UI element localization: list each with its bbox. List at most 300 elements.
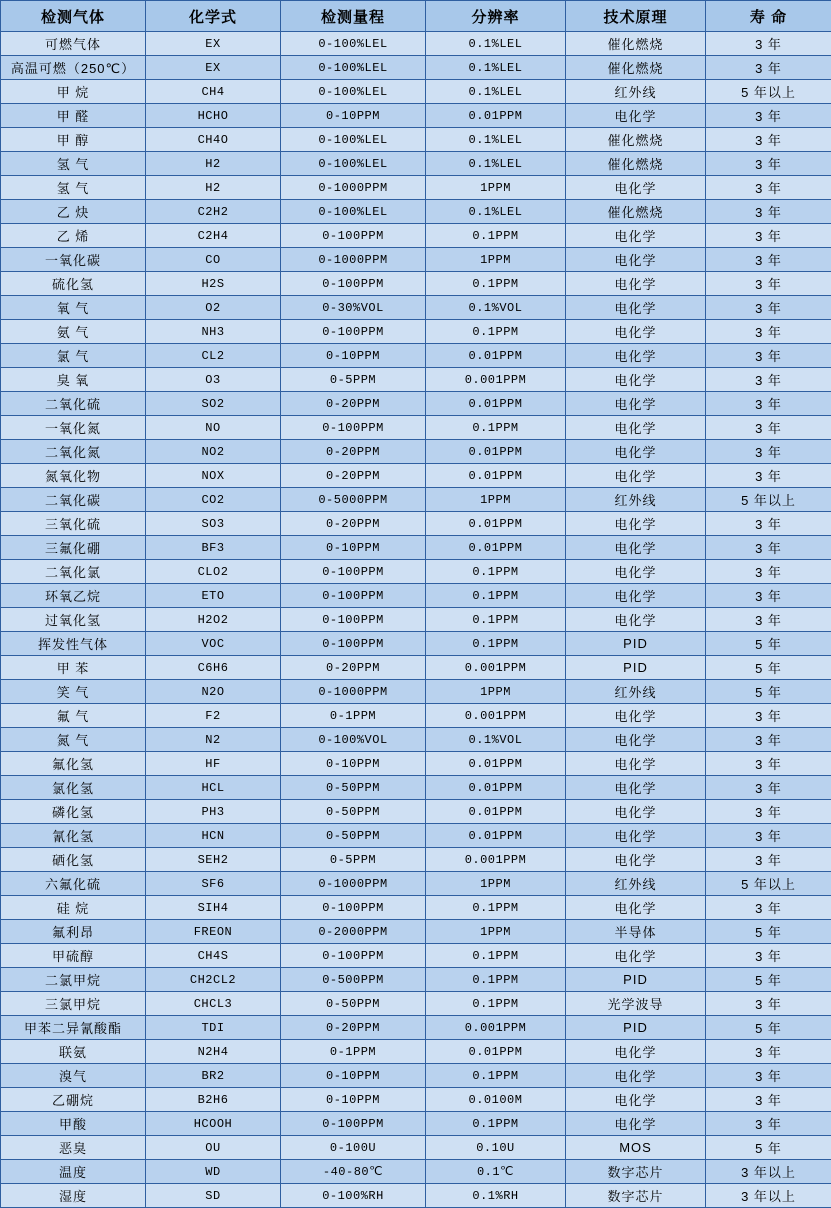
table-body bbox=[1, 32, 831, 1208]
cell-resolution: 1PPM bbox=[426, 680, 566, 704]
cell-principle: 红外线 bbox=[566, 488, 706, 512]
cell-range: 0-50PPM bbox=[281, 800, 426, 824]
cell-principle: 电化学 bbox=[566, 104, 706, 128]
cell-range: 0-1000PPM bbox=[281, 176, 426, 200]
cell-resolution: 0.01PPM bbox=[426, 104, 566, 128]
cell-range: 0-1000PPM bbox=[281, 872, 426, 896]
cell-principle: 电化学 bbox=[566, 824, 706, 848]
cell-principle: MOS bbox=[566, 1136, 706, 1160]
table-row bbox=[1, 392, 831, 416]
cell-range: 0-100U bbox=[281, 1136, 426, 1160]
cell-formula: NO bbox=[146, 416, 281, 440]
cell-resolution: 0.1%LEL bbox=[426, 128, 566, 152]
cell-gas: 挥发性气体 bbox=[1, 632, 146, 656]
cell-principle: 数字芯片 bbox=[566, 1184, 706, 1208]
cell-lifetime: 3 年 bbox=[706, 152, 831, 176]
cell-range: 0-20PPM bbox=[281, 512, 426, 536]
cell-lifetime: 3 年 bbox=[706, 248, 831, 272]
cell-lifetime: 3 年 bbox=[706, 728, 831, 752]
cell-range: 0-10PPM bbox=[281, 752, 426, 776]
cell-formula: BR2 bbox=[146, 1064, 281, 1088]
cell-principle: 电化学 bbox=[566, 1112, 706, 1136]
cell-formula: OU bbox=[146, 1136, 281, 1160]
cell-resolution: 0.01PPM bbox=[426, 776, 566, 800]
column-header-lifetime: 寿 命 bbox=[706, 1, 831, 32]
cell-range: 0-100%LEL bbox=[281, 32, 426, 56]
cell-range: 0-50PPM bbox=[281, 776, 426, 800]
cell-range: 0-100PPM bbox=[281, 224, 426, 248]
cell-resolution: 0.1PPM bbox=[426, 992, 566, 1016]
cell-range: 0-10PPM bbox=[281, 1064, 426, 1088]
cell-resolution: 0.01PPM bbox=[426, 800, 566, 824]
cell-lifetime: 5 年以上 bbox=[706, 872, 831, 896]
cell-principle: 催化燃烧 bbox=[566, 56, 706, 80]
table-row bbox=[1, 1112, 831, 1136]
cell-formula: SO3 bbox=[146, 512, 281, 536]
cell-gas: 甲 醛 bbox=[1, 104, 146, 128]
cell-principle: 电化学 bbox=[566, 608, 706, 632]
cell-lifetime: 3 年 bbox=[706, 368, 831, 392]
cell-gas: 氮氧化物 bbox=[1, 464, 146, 488]
cell-range: 0-100%LEL bbox=[281, 80, 426, 104]
cell-formula: HF bbox=[146, 752, 281, 776]
cell-formula: C2H2 bbox=[146, 200, 281, 224]
cell-gas: 氟化氢 bbox=[1, 752, 146, 776]
cell-formula: VOC bbox=[146, 632, 281, 656]
table-row bbox=[1, 56, 831, 80]
cell-formula: SF6 bbox=[146, 872, 281, 896]
cell-formula: CH2CL2 bbox=[146, 968, 281, 992]
cell-lifetime: 3 年 bbox=[706, 776, 831, 800]
cell-principle: PID bbox=[566, 656, 706, 680]
cell-gas: 笑 气 bbox=[1, 680, 146, 704]
cell-formula: CH4 bbox=[146, 80, 281, 104]
cell-lifetime: 3 年 bbox=[706, 1088, 831, 1112]
cell-principle: 电化学 bbox=[566, 248, 706, 272]
cell-formula: CLO2 bbox=[146, 560, 281, 584]
cell-principle: 电化学 bbox=[566, 944, 706, 968]
cell-lifetime: 3 年 bbox=[706, 560, 831, 584]
cell-gas: 溴气 bbox=[1, 1064, 146, 1088]
cell-range: 0-5PPM bbox=[281, 848, 426, 872]
cell-range: 0-100%RH bbox=[281, 1184, 426, 1208]
table-row bbox=[1, 296, 831, 320]
cell-resolution: 0.1PPM bbox=[426, 968, 566, 992]
cell-lifetime: 3 年 bbox=[706, 296, 831, 320]
cell-principle: 电化学 bbox=[566, 320, 706, 344]
table-row bbox=[1, 128, 831, 152]
cell-formula: HCN bbox=[146, 824, 281, 848]
cell-gas: 三氯甲烷 bbox=[1, 992, 146, 1016]
cell-resolution: 0.1PPM bbox=[426, 584, 566, 608]
cell-lifetime: 3 年以上 bbox=[706, 1184, 831, 1208]
cell-range: 0-5PPM bbox=[281, 368, 426, 392]
cell-lifetime: 5 年以上 bbox=[706, 80, 831, 104]
table-row bbox=[1, 608, 831, 632]
table-row bbox=[1, 1088, 831, 1112]
cell-gas: 甲酸 bbox=[1, 1112, 146, 1136]
cell-lifetime: 3 年 bbox=[706, 1112, 831, 1136]
cell-gas: 可燃气体 bbox=[1, 32, 146, 56]
cell-formula: EX bbox=[146, 32, 281, 56]
table-row bbox=[1, 1016, 831, 1040]
cell-gas: 硅 烷 bbox=[1, 896, 146, 920]
cell-resolution: 0.01PPM bbox=[426, 752, 566, 776]
table-row bbox=[1, 1064, 831, 1088]
cell-lifetime: 3 年 bbox=[706, 128, 831, 152]
cell-range: 0-100%LEL bbox=[281, 200, 426, 224]
cell-resolution: 1PPM bbox=[426, 248, 566, 272]
table-row bbox=[1, 344, 831, 368]
cell-principle: 催化燃烧 bbox=[566, 128, 706, 152]
cell-range: 0-100%LEL bbox=[281, 56, 426, 80]
cell-lifetime: 3 年 bbox=[706, 896, 831, 920]
cell-principle: PID bbox=[566, 632, 706, 656]
cell-gas: 氰化氢 bbox=[1, 824, 146, 848]
cell-resolution: 1PPM bbox=[426, 176, 566, 200]
cell-lifetime: 3 年 bbox=[706, 800, 831, 824]
cell-range: 0-5000PPM bbox=[281, 488, 426, 512]
cell-gas: 氢 气 bbox=[1, 152, 146, 176]
table-row bbox=[1, 704, 831, 728]
cell-lifetime: 3 年 bbox=[706, 320, 831, 344]
cell-resolution: 0.1PPM bbox=[426, 224, 566, 248]
cell-resolution: 0.1PPM bbox=[426, 608, 566, 632]
cell-resolution: 1PPM bbox=[426, 488, 566, 512]
table-row bbox=[1, 464, 831, 488]
cell-resolution: 0.001PPM bbox=[426, 704, 566, 728]
cell-formula: CL2 bbox=[146, 344, 281, 368]
cell-gas: 高温可燃（250℃） bbox=[1, 56, 146, 80]
cell-lifetime: 5 年 bbox=[706, 656, 831, 680]
cell-range: 0-100PPM bbox=[281, 608, 426, 632]
table-row bbox=[1, 896, 831, 920]
cell-range: 0-100PPM bbox=[281, 944, 426, 968]
table-row bbox=[1, 680, 831, 704]
cell-gas: 二氧化氮 bbox=[1, 440, 146, 464]
cell-gas: 硫化氢 bbox=[1, 272, 146, 296]
cell-gas: 甲 醇 bbox=[1, 128, 146, 152]
cell-range: 0-10PPM bbox=[281, 104, 426, 128]
cell-gas: 甲 烷 bbox=[1, 80, 146, 104]
cell-range: 0-20PPM bbox=[281, 656, 426, 680]
cell-gas: 三氟化硼 bbox=[1, 536, 146, 560]
cell-gas: 湿度 bbox=[1, 1184, 146, 1208]
cell-resolution: 1PPM bbox=[426, 920, 566, 944]
cell-principle: 电化学 bbox=[566, 560, 706, 584]
cell-lifetime: 3 年 bbox=[706, 440, 831, 464]
cell-gas: 氟利昂 bbox=[1, 920, 146, 944]
cell-resolution: 0.01PPM bbox=[426, 824, 566, 848]
cell-resolution: 1PPM bbox=[426, 872, 566, 896]
cell-formula: HCOOH bbox=[146, 1112, 281, 1136]
table-row bbox=[1, 272, 831, 296]
cell-lifetime: 3 年 bbox=[706, 584, 831, 608]
cell-resolution: 0.1%RH bbox=[426, 1184, 566, 1208]
cell-lifetime: 3 年 bbox=[706, 752, 831, 776]
table-row bbox=[1, 488, 831, 512]
table-row bbox=[1, 512, 831, 536]
cell-range: 0-10PPM bbox=[281, 536, 426, 560]
cell-principle: 红外线 bbox=[566, 680, 706, 704]
table-row bbox=[1, 584, 831, 608]
cell-lifetime: 3 年 bbox=[706, 224, 831, 248]
cell-lifetime: 5 年 bbox=[706, 1016, 831, 1040]
cell-principle: 电化学 bbox=[566, 176, 706, 200]
cell-principle: 电化学 bbox=[566, 752, 706, 776]
cell-lifetime: 3 年 bbox=[706, 512, 831, 536]
cell-range: 0-100PPM bbox=[281, 1112, 426, 1136]
cell-formula: N2 bbox=[146, 728, 281, 752]
cell-resolution: 0.1%LEL bbox=[426, 32, 566, 56]
cell-principle: 电化学 bbox=[566, 1088, 706, 1112]
cell-principle: 电化学 bbox=[566, 536, 706, 560]
cell-resolution: 0.1PPM bbox=[426, 272, 566, 296]
cell-resolution: 0.001PPM bbox=[426, 848, 566, 872]
cell-principle: 电化学 bbox=[566, 392, 706, 416]
cell-principle: PID bbox=[566, 1016, 706, 1040]
cell-range: 0-100%LEL bbox=[281, 128, 426, 152]
table-row bbox=[1, 872, 831, 896]
cell-gas: 过氧化氢 bbox=[1, 608, 146, 632]
cell-gas: 氮 气 bbox=[1, 728, 146, 752]
cell-lifetime: 5 年 bbox=[706, 1136, 831, 1160]
cell-lifetime: 3 年 bbox=[706, 704, 831, 728]
column-header-range: 检测量程 bbox=[281, 1, 426, 32]
cell-principle: 电化学 bbox=[566, 776, 706, 800]
cell-lifetime: 3 年 bbox=[706, 1040, 831, 1064]
cell-resolution: 0.01PPM bbox=[426, 392, 566, 416]
cell-formula: CH4S bbox=[146, 944, 281, 968]
cell-range: 0-50PPM bbox=[281, 824, 426, 848]
cell-lifetime: 5 年 bbox=[706, 680, 831, 704]
cell-gas: 硒化氢 bbox=[1, 848, 146, 872]
cell-formula: C6H6 bbox=[146, 656, 281, 680]
cell-resolution: 0.1PPM bbox=[426, 320, 566, 344]
cell-gas: 二氧化碳 bbox=[1, 488, 146, 512]
table-row bbox=[1, 200, 831, 224]
table-row bbox=[1, 776, 831, 800]
cell-principle: 电化学 bbox=[566, 344, 706, 368]
table-row bbox=[1, 560, 831, 584]
cell-formula: HCHO bbox=[146, 104, 281, 128]
cell-lifetime: 3 年 bbox=[706, 992, 831, 1016]
cell-principle: 电化学 bbox=[566, 896, 706, 920]
cell-formula: H2 bbox=[146, 152, 281, 176]
cell-gas: 恶臭 bbox=[1, 1136, 146, 1160]
table-row bbox=[1, 1136, 831, 1160]
cell-formula: PH3 bbox=[146, 800, 281, 824]
cell-resolution: 0.1PPM bbox=[426, 1064, 566, 1088]
cell-principle: 电化学 bbox=[566, 848, 706, 872]
cell-range: 0-100PPM bbox=[281, 632, 426, 656]
cell-range: 0-1PPM bbox=[281, 704, 426, 728]
cell-principle: 电化学 bbox=[566, 296, 706, 320]
table-row bbox=[1, 968, 831, 992]
cell-formula: CO2 bbox=[146, 488, 281, 512]
table-row bbox=[1, 440, 831, 464]
cell-gas: 乙 烯 bbox=[1, 224, 146, 248]
table-row bbox=[1, 536, 831, 560]
cell-gas: 一氧化氮 bbox=[1, 416, 146, 440]
cell-gas: 二氧化氯 bbox=[1, 560, 146, 584]
cell-gas: 环氧乙烷 bbox=[1, 584, 146, 608]
cell-resolution: 0.1PPM bbox=[426, 632, 566, 656]
cell-range: 0-30%VOL bbox=[281, 296, 426, 320]
cell-principle: 电化学 bbox=[566, 1040, 706, 1064]
cell-gas: 联氨 bbox=[1, 1040, 146, 1064]
cell-gas: 乙硼烷 bbox=[1, 1088, 146, 1112]
cell-resolution: 0.1℃ bbox=[426, 1160, 566, 1184]
cell-range: 0-100PPM bbox=[281, 272, 426, 296]
cell-range: 0-100%LEL bbox=[281, 152, 426, 176]
cell-principle: 电化学 bbox=[566, 416, 706, 440]
cell-range: 0-100%VOL bbox=[281, 728, 426, 752]
cell-formula: BF3 bbox=[146, 536, 281, 560]
cell-range: 0-20PPM bbox=[281, 1016, 426, 1040]
cell-range: 0-100PPM bbox=[281, 320, 426, 344]
cell-formula: HCL bbox=[146, 776, 281, 800]
cell-lifetime: 3 年 bbox=[706, 272, 831, 296]
cell-range: 0-1000PPM bbox=[281, 248, 426, 272]
table-row bbox=[1, 80, 831, 104]
cell-resolution: 0.001PPM bbox=[426, 368, 566, 392]
table-row bbox=[1, 920, 831, 944]
cell-range: 0-100PPM bbox=[281, 584, 426, 608]
cell-resolution: 0.1PPM bbox=[426, 896, 566, 920]
cell-principle: 催化燃烧 bbox=[566, 32, 706, 56]
cell-principle: 数字芯片 bbox=[566, 1160, 706, 1184]
cell-range: 0-1000PPM bbox=[281, 680, 426, 704]
cell-resolution: 0.1%LEL bbox=[426, 152, 566, 176]
cell-lifetime: 5 年 bbox=[706, 968, 831, 992]
cell-principle: 红外线 bbox=[566, 872, 706, 896]
cell-gas: 氟 气 bbox=[1, 704, 146, 728]
cell-gas: 三氧化硫 bbox=[1, 512, 146, 536]
cell-resolution: 0.001PPM bbox=[426, 1016, 566, 1040]
cell-gas: 氯化氢 bbox=[1, 776, 146, 800]
cell-formula: H2O2 bbox=[146, 608, 281, 632]
cell-lifetime: 5 年以上 bbox=[706, 488, 831, 512]
cell-resolution: 0.01PPM bbox=[426, 440, 566, 464]
cell-principle: 电化学 bbox=[566, 272, 706, 296]
cell-resolution: 0.1PPM bbox=[426, 944, 566, 968]
cell-range: 0-50PPM bbox=[281, 992, 426, 1016]
cell-principle: 催化燃烧 bbox=[566, 152, 706, 176]
table-row bbox=[1, 248, 831, 272]
cell-lifetime: 3 年 bbox=[706, 944, 831, 968]
cell-range: 0-20PPM bbox=[281, 440, 426, 464]
cell-principle: 红外线 bbox=[566, 80, 706, 104]
cell-lifetime: 3 年 bbox=[706, 392, 831, 416]
column-header-resolution: 分辨率 bbox=[426, 1, 566, 32]
cell-resolution: 0.1%VOL bbox=[426, 296, 566, 320]
table-row bbox=[1, 848, 831, 872]
cell-principle: 电化学 bbox=[566, 584, 706, 608]
cell-resolution: 0.10U bbox=[426, 1136, 566, 1160]
cell-formula: CH4O bbox=[146, 128, 281, 152]
cell-principle: 电化学 bbox=[566, 224, 706, 248]
cell-resolution: 0.0100M bbox=[426, 1088, 566, 1112]
cell-gas: 甲苯二异氰酸酯 bbox=[1, 1016, 146, 1040]
cell-formula: SD bbox=[146, 1184, 281, 1208]
column-header-principle: 技术原理 bbox=[566, 1, 706, 32]
cell-resolution: 0.1%LEL bbox=[426, 80, 566, 104]
cell-resolution: 0.1%LEL bbox=[426, 200, 566, 224]
cell-lifetime: 3 年 bbox=[706, 536, 831, 560]
cell-lifetime: 5 年 bbox=[706, 920, 831, 944]
cell-formula: C2H4 bbox=[146, 224, 281, 248]
cell-principle: 电化学 bbox=[566, 800, 706, 824]
cell-gas: 磷化氢 bbox=[1, 800, 146, 824]
cell-formula: EX bbox=[146, 56, 281, 80]
cell-principle: 电化学 bbox=[566, 440, 706, 464]
cell-resolution: 0.01PPM bbox=[426, 1040, 566, 1064]
table-row bbox=[1, 800, 831, 824]
column-header-gas: 检测气体 bbox=[1, 1, 146, 32]
cell-resolution: 0.01PPM bbox=[426, 464, 566, 488]
cell-gas: 一氧化碳 bbox=[1, 248, 146, 272]
cell-formula: FREON bbox=[146, 920, 281, 944]
cell-resolution: 0.01PPM bbox=[426, 344, 566, 368]
cell-resolution: 0.001PPM bbox=[426, 656, 566, 680]
table-row bbox=[1, 656, 831, 680]
cell-lifetime: 5 年 bbox=[706, 632, 831, 656]
cell-resolution: 0.1PPM bbox=[426, 1112, 566, 1136]
cell-gas: 臭 氧 bbox=[1, 368, 146, 392]
cell-lifetime: 3 年 bbox=[706, 200, 831, 224]
cell-principle: 电化学 bbox=[566, 704, 706, 728]
cell-lifetime: 3 年 bbox=[706, 344, 831, 368]
table-row bbox=[1, 416, 831, 440]
cell-lifetime: 3 年 bbox=[706, 416, 831, 440]
cell-principle: 催化燃烧 bbox=[566, 200, 706, 224]
cell-lifetime: 3 年 bbox=[706, 176, 831, 200]
cell-principle: 电化学 bbox=[566, 368, 706, 392]
table-row bbox=[1, 728, 831, 752]
cell-resolution: 0.1%LEL bbox=[426, 56, 566, 80]
cell-gas: 氯 气 bbox=[1, 344, 146, 368]
cell-range: 0-1PPM bbox=[281, 1040, 426, 1064]
table-row bbox=[1, 824, 831, 848]
cell-formula: B2H6 bbox=[146, 1088, 281, 1112]
cell-gas: 二氯甲烷 bbox=[1, 968, 146, 992]
cell-range: 0-500PPM bbox=[281, 968, 426, 992]
table-row bbox=[1, 320, 831, 344]
cell-formula: O2 bbox=[146, 296, 281, 320]
cell-gas: 氢 气 bbox=[1, 176, 146, 200]
cell-lifetime: 3 年 bbox=[706, 464, 831, 488]
cell-formula: CO bbox=[146, 248, 281, 272]
cell-gas: 六氟化硫 bbox=[1, 872, 146, 896]
cell-range: 0-20PPM bbox=[281, 392, 426, 416]
cell-formula: F2 bbox=[146, 704, 281, 728]
cell-gas: 氧 气 bbox=[1, 296, 146, 320]
cell-gas: 二氧化硫 bbox=[1, 392, 146, 416]
cell-range: 0-20PPM bbox=[281, 464, 426, 488]
cell-gas: 甲硫醇 bbox=[1, 944, 146, 968]
cell-resolution: 0.1PPM bbox=[426, 416, 566, 440]
column-header-formula: 化学式 bbox=[146, 1, 281, 32]
cell-lifetime: 3 年 bbox=[706, 32, 831, 56]
cell-range: 0-100PPM bbox=[281, 416, 426, 440]
cell-gas: 甲 苯 bbox=[1, 656, 146, 680]
cell-formula: O3 bbox=[146, 368, 281, 392]
table-row bbox=[1, 992, 831, 1016]
cell-principle: 电化学 bbox=[566, 464, 706, 488]
cell-resolution: 0.1%VOL bbox=[426, 728, 566, 752]
cell-resolution: 0.01PPM bbox=[426, 512, 566, 536]
